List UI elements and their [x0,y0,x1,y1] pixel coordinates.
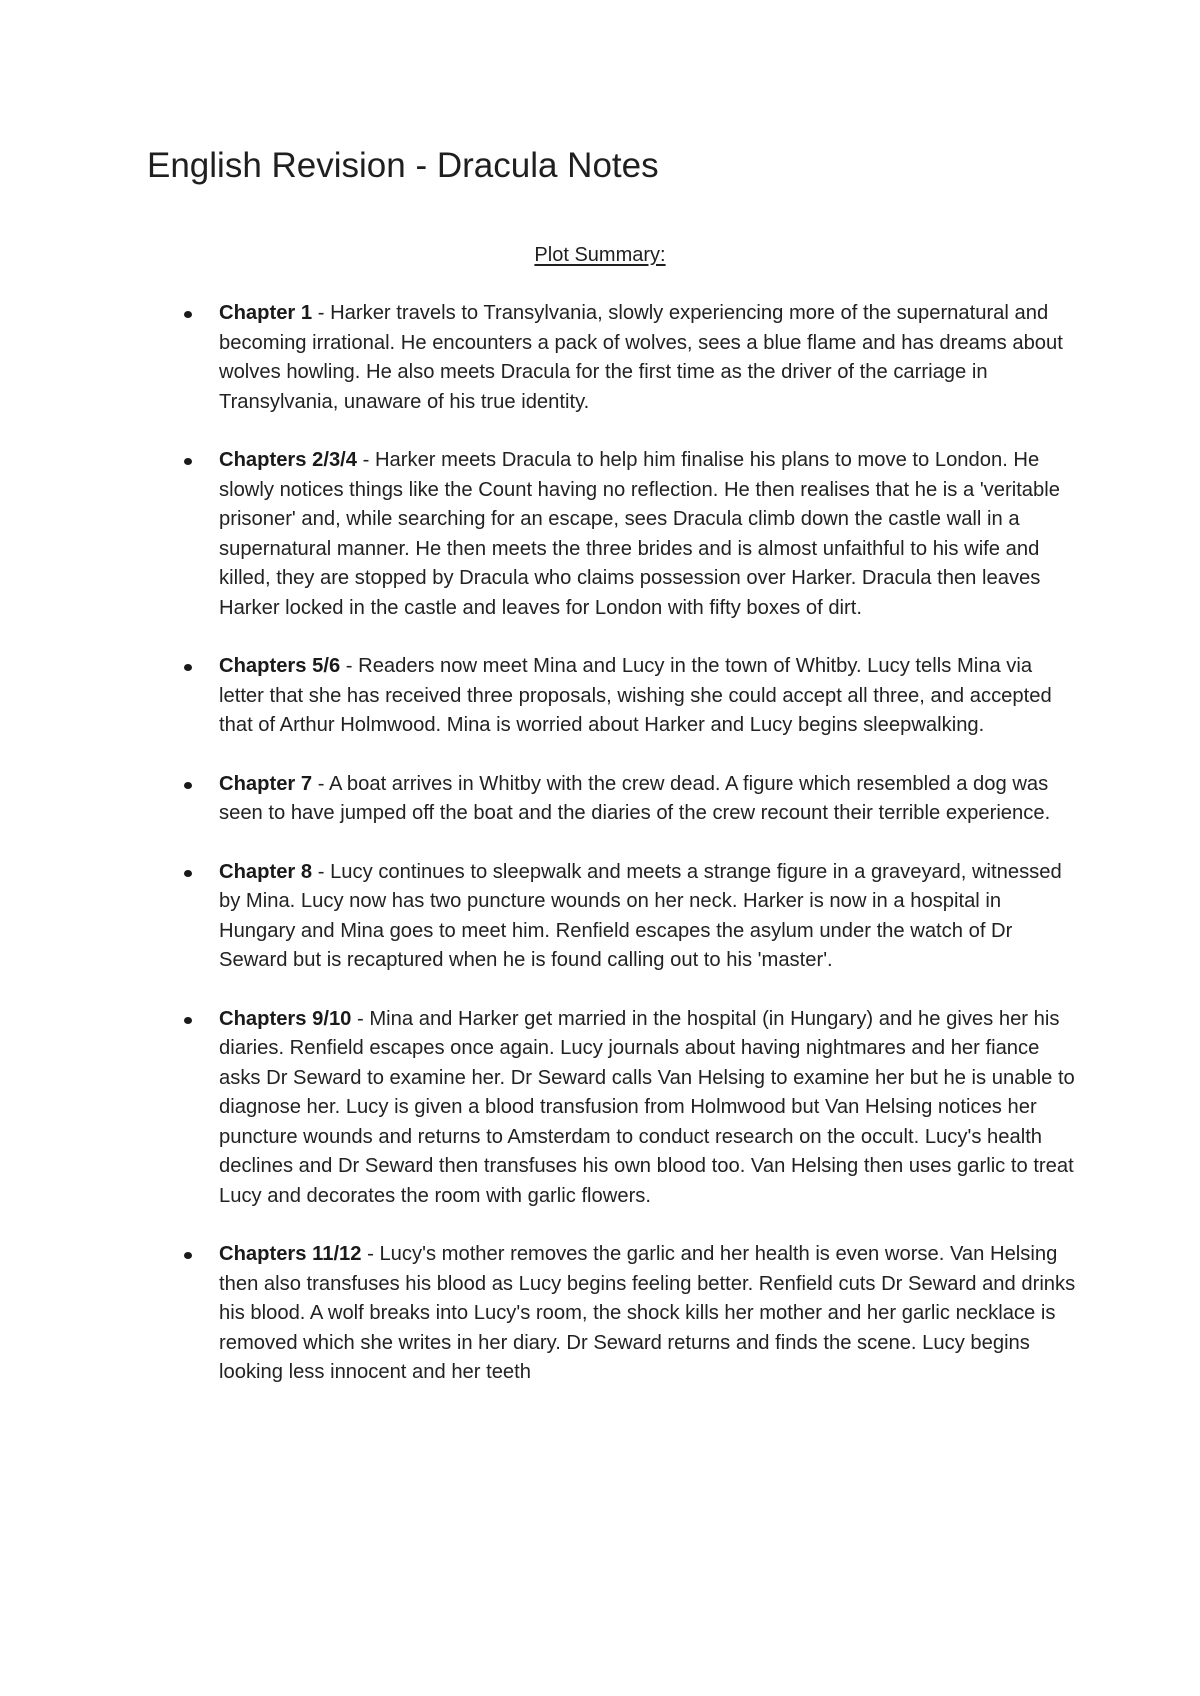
bullet-icon [184,664,192,671]
chapter-text: - Readers now meet Mina and Lucy in the town of Whitby. Lucy tells Mina via letter that she has received three proposals, wishing she could accept all three, and accepted that of Arthur Holmwood. Mina is worried about Harker and Lucy begins sleepwalking. [219,655,1052,736]
chapter-item [219,446,1079,623]
chapter-list [219,299,1079,1417]
bullet-icon [184,311,192,318]
chapter-label: Chapters 11/12 [219,1243,362,1265]
chapter-item [219,1240,1079,1388]
bullet-icon [184,1252,192,1259]
chapter-item [219,1005,1079,1212]
chapter-label: Chapter 8 [219,860,313,883]
chapter-text: - Harker travels to Transylvania, slowly experiencing more of the supernatural and becoming irrational. He encounters a pack of wolves, sees a blue flame and has dreams about wolves howling. He also meets Dracula for the first time as the driver of the carriage in Transylvania, unaware of his true identity. [219,302,1063,413]
chapter-text: - Lucy continues to sleepwalk and meets a strange figure in a graveyard, witnessed by Mina. Lucy now has two puncture wounds on her neck. Harker is now in a hospital in Hungary and Mina goes to meet him. Renfield escapes the asylum under the watch of Dr Seward but is recaptured when he is found calling out to his 'master'. [219,860,1062,971]
chapter-item [219,652,1079,741]
bullet-icon [184,782,192,789]
chapter-item [219,858,1079,976]
chapter-label: Chapters 9/10 [219,1007,352,1030]
chapter-label: Chapter 1 [219,302,313,324]
bullet-icon [184,458,192,465]
chapter-item [219,770,1079,829]
section-heading [0,241,1200,269]
chapter-label: Chapters 2/3/4 [219,449,358,471]
document-title: English Revision - Dracula Notes [147,146,659,185]
bullet-icon [184,1017,192,1024]
chapter-label: Chapters 5/6 [219,655,341,677]
chapter-text: - A boat arrives in Whitby with the crew dead. A figure which resembled a dog was seen to have jumped off the boat and the diaries of the crew recount their terrible experience. [219,772,1051,824]
chapter-text: - Lucy's mother removes the garlic and her health is even worse. Van Helsing then also transfuses his blood as Lucy begins feeling better. Renfield cuts Dr Seward and drinks his blood. A wolf breaks into Lucy's room, the shock kills her mother and her garlic necklace is removed which she writes in her diary. Dr Seward returns and finds the scene. Lucy begins looking less innocent and her teeth [219,1243,1076,1383]
chapter-text: - Mina and Harker get married in the hospital (in Hungary) and he gives her his diaries. Renfield escapes once again. Lucy journals about having nightmares and her fiance asks Dr Seward to examine her. Dr Seward calls Van Helsing to examine her but he is unable to diagnose her. Lucy is given a blood transfusion from Holmwood but Van Helsing notices her puncture wounds and returns to Amsterdam to conduct research on the occult. Lucy's health declines and Dr Seward then transfuses his own blood too. Van Helsing then uses garlic to treat Lucy and decorates the room with garlic flowers. [219,1007,1075,1207]
section-heading-text: Plot Summary: [534,244,666,266]
chapter-text: - Harker meets Dracula to help him finalise his plans to move to London. He slowly notices things like the Count having no reflection. He then realises that he is a 'veritable prisoner' and, while searching for an escape, sees Dracula climb down the castle wall in a supernatural manner. He then meets the three brides and is almost unfaithful to his wife and killed, they are stopped by Dracula who claims possession over Harker. Dracula then leaves Harker locked in the castle and leaves for London with fifty boxes of dirt. [219,449,1060,619]
chapter-label: Chapter 7 [219,772,313,795]
bullet-icon [184,870,192,877]
chapter-item [219,299,1079,417]
